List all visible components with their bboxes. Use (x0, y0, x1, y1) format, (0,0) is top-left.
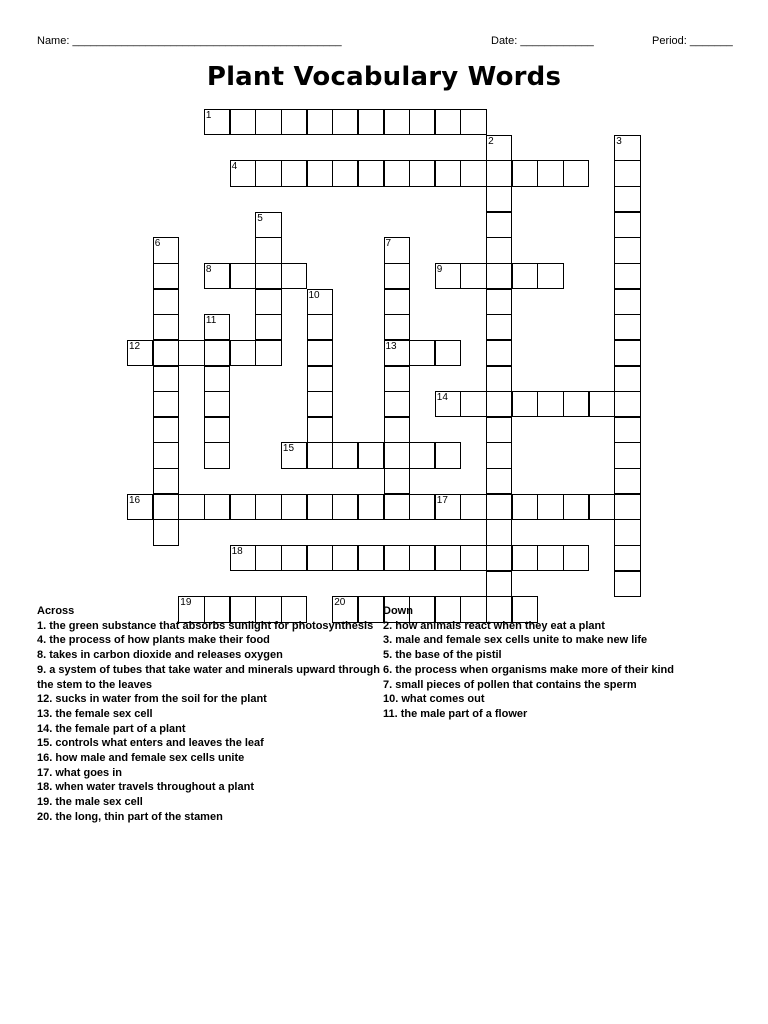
clue-number-label: 1. (37, 619, 47, 632)
clue-number-label: 2. (383, 619, 393, 632)
grid-cell[interactable] (255, 237, 281, 263)
grid-cell[interactable] (230, 494, 256, 520)
across-clue (37, 795, 387, 810)
grid-cell[interactable] (332, 545, 358, 571)
clue-text: the male sex cell (55, 796, 143, 809)
clue-number-label: 6. (383, 663, 393, 676)
grid-cell[interactable] (614, 186, 640, 212)
across-clue (37, 663, 387, 692)
grid-cell[interactable] (486, 417, 512, 443)
grid-cell[interactable] (230, 263, 256, 289)
grid-cell[interactable] (460, 160, 486, 186)
clue-text: the green substance that absorbs sunlight for photosynthesis (49, 619, 374, 632)
grid-cell[interactable] (614, 160, 640, 186)
grid-cell[interactable] (358, 160, 384, 186)
across-clue (37, 648, 387, 663)
grid-cell[interactable] (409, 442, 435, 468)
down-clue (383, 692, 743, 707)
clue-text: small pieces of pollen that contains the sperm (395, 678, 637, 691)
grid-cell[interactable] (435, 340, 461, 366)
across-clue (37, 722, 387, 737)
across-clue (37, 619, 387, 634)
clue-number: 19 (180, 597, 192, 609)
clue-text: the base of the pistil (395, 649, 502, 662)
grid-cell[interactable] (204, 109, 230, 135)
grid-cell[interactable] (307, 366, 333, 392)
grid-cell[interactable] (409, 340, 435, 366)
clue-number: 5 (257, 212, 263, 224)
grid-cell[interactable] (384, 366, 410, 392)
grid-cell[interactable] (307, 442, 333, 468)
grid-cell[interactable] (255, 289, 281, 315)
clue-text: sucks in water from the soil for the plant (55, 693, 267, 706)
grid-cell[interactable] (153, 237, 179, 263)
grid-cell[interactable] (204, 494, 230, 520)
grid-cell[interactable] (127, 494, 153, 520)
clue-text: male and female sex cells unite to make new life (395, 634, 648, 647)
clue-number-label: 4. (37, 634, 47, 647)
grid-cell[interactable] (512, 391, 538, 417)
grid-cell[interactable] (230, 340, 256, 366)
grid-cell[interactable] (153, 289, 179, 315)
grid-cell[interactable] (153, 494, 179, 520)
clue-number-label: 12. (37, 693, 53, 706)
grid-cell[interactable] (614, 263, 640, 289)
clue-number: 11 (205, 315, 217, 327)
grid-cell[interactable] (332, 494, 358, 520)
grid-cell[interactable] (614, 545, 640, 571)
grid-cell[interactable] (307, 160, 333, 186)
grid-cell[interactable] (384, 314, 410, 340)
grid-cell[interactable] (384, 289, 410, 315)
grid-cell[interactable] (486, 442, 512, 468)
grid-cell[interactable] (435, 160, 461, 186)
clue-text: the female part of a plant (55, 722, 186, 735)
grid-cell[interactable] (153, 519, 179, 545)
clue-number: 1 (205, 110, 212, 121)
clue-number-label: 3. (383, 634, 393, 647)
grid-cell[interactable] (435, 391, 461, 417)
grid-cell[interactable] (358, 442, 384, 468)
grid-cell[interactable] (460, 263, 486, 289)
grid-cell[interactable] (486, 212, 512, 238)
grid-cell[interactable] (255, 494, 281, 520)
grid-cell[interactable] (486, 494, 512, 520)
grid-cell[interactable] (204, 314, 230, 340)
clue-number-label: 16. (37, 752, 53, 765)
grid-cell[interactable] (255, 263, 281, 289)
grid-cell[interactable] (486, 545, 512, 571)
down-clue (383, 648, 743, 663)
grid-cell[interactable] (255, 212, 281, 238)
clue-number-label: 9. (37, 663, 47, 676)
clue-text: when water travels throughout a plant (55, 781, 254, 794)
across-clue-list (37, 619, 387, 825)
grid-cell[interactable] (384, 468, 410, 494)
across-clue (37, 766, 387, 781)
grid-cell[interactable] (614, 237, 640, 263)
grid-cell[interactable] (307, 417, 333, 443)
across-clue (37, 692, 387, 707)
grid-cell[interactable] (435, 109, 461, 135)
grid-cell[interactable] (384, 340, 410, 366)
down-clue (383, 678, 743, 693)
grid-cell[interactable] (127, 340, 153, 366)
grid-cell[interactable] (358, 494, 384, 520)
grid-cell[interactable] (486, 263, 512, 289)
grid-cell[interactable] (563, 160, 589, 186)
clue-number: 6 (154, 238, 161, 250)
clue-number-label: 15. (37, 737, 53, 750)
clue-number: 17 (436, 494, 448, 506)
grid-cell[interactable] (230, 545, 256, 571)
across-clue (37, 780, 387, 795)
grid-cell[interactable] (537, 263, 563, 289)
clue-number: 9 (436, 263, 443, 275)
clue-number-label: 13. (37, 707, 53, 720)
down-clue (383, 663, 743, 678)
down-heading: Down (383, 605, 413, 617)
grid-cell[interactable] (384, 545, 410, 571)
across-clue (37, 810, 387, 825)
grid-cell[interactable] (614, 442, 640, 468)
grid-cell[interactable] (614, 417, 640, 443)
grid-cell[interactable] (307, 340, 333, 366)
grid-cell[interactable] (204, 366, 230, 392)
clue-number-label: 11. (383, 707, 398, 720)
clue-text: the long, thin part of the stamen (55, 810, 223, 823)
grid-cell[interactable] (409, 109, 435, 135)
across-clue (37, 751, 387, 766)
grid-cell[interactable] (486, 314, 512, 340)
grid-cell[interactable] (307, 494, 333, 520)
clue-number-label: 20. (37, 810, 53, 823)
grid-cell[interactable] (204, 417, 230, 443)
grid-cell[interactable] (384, 494, 410, 520)
grid-cell[interactable] (460, 494, 486, 520)
grid-cell[interactable] (281, 494, 307, 520)
grid-cell[interactable] (486, 571, 512, 597)
grid-cell[interactable] (614, 314, 640, 340)
clue-number: 10 (308, 289, 320, 301)
grid-cell[interactable] (332, 442, 358, 468)
grid-cell[interactable] (512, 160, 538, 186)
grid-cell[interactable] (384, 442, 410, 468)
grid-cell[interactable] (384, 109, 410, 135)
grid-cell[interactable] (486, 340, 512, 366)
across-clues (37, 604, 387, 825)
grid-cell[interactable] (153, 340, 179, 366)
page-title: Plant Vocabulary Words (206, 62, 562, 92)
period-field[interactable]: Period: _______ (652, 35, 733, 47)
grid-cell[interactable] (614, 135, 640, 161)
grid-cell[interactable] (358, 109, 384, 135)
down-clue-list (383, 619, 743, 722)
grid-cell[interactable] (204, 340, 230, 366)
grid-cell[interactable] (537, 391, 563, 417)
clue-text: the female sex cell (55, 707, 153, 720)
across-heading: Across (37, 605, 75, 617)
clue-text: how male and female sex cells unite (55, 752, 245, 765)
clue-text: the process when organisms make more of their kind (395, 663, 674, 676)
grid-cell[interactable] (409, 545, 435, 571)
across-clue (37, 707, 387, 722)
date-field[interactable]: Date: ____________ (491, 35, 594, 47)
clue-number: 2 (488, 135, 494, 147)
grid-cell[interactable] (281, 160, 307, 186)
grid-cell[interactable] (384, 417, 410, 443)
grid-cell[interactable] (204, 263, 230, 289)
grid-cell[interactable] (281, 263, 307, 289)
grid-cell[interactable] (153, 366, 179, 392)
grid-cell[interactable] (435, 263, 461, 289)
clue-number-label: 5. (383, 649, 393, 662)
grid-cell[interactable] (460, 109, 486, 135)
grid-cell[interactable] (486, 519, 512, 545)
grid-cell[interactable] (563, 391, 589, 417)
clue-number: 12 (129, 340, 141, 352)
grid-cell[interactable] (384, 237, 410, 263)
grid-cell[interactable] (537, 160, 563, 186)
grid-cell[interactable] (384, 391, 410, 417)
grid-cell[interactable] (281, 109, 307, 135)
grid-cell[interactable] (153, 442, 179, 468)
grid-cell[interactable] (435, 545, 461, 571)
grid-cell[interactable] (589, 494, 615, 520)
grid-cell[interactable] (255, 314, 281, 340)
clue-text: takes in carbon dioxide and releases oxygen (49, 649, 283, 662)
grid-cell[interactable] (307, 314, 333, 340)
grid-cell[interactable] (153, 314, 179, 340)
grid-cell[interactable] (332, 109, 358, 135)
grid-cell[interactable] (486, 366, 512, 392)
grid-cell[interactable] (486, 135, 512, 161)
grid-cell[interactable] (307, 391, 333, 417)
grid-cell[interactable] (255, 160, 281, 186)
across-clue (37, 633, 387, 648)
grid-cell[interactable] (563, 494, 589, 520)
grid-cell[interactable] (204, 391, 230, 417)
grid-cell[interactable] (178, 340, 204, 366)
grid-cell[interactable] (614, 468, 640, 494)
grid-cell[interactable] (153, 417, 179, 443)
clue-number: 4 (231, 161, 238, 173)
grid-cell[interactable] (384, 160, 410, 186)
clue-text: a system of tubes that take water and minerals upward through the stem to the leaves (37, 663, 380, 691)
grid-cell[interactable] (589, 391, 615, 417)
grid-cell[interactable] (230, 109, 256, 135)
down-clue (383, 619, 743, 634)
grid-cell[interactable] (332, 160, 358, 186)
grid-cell[interactable] (486, 160, 512, 186)
grid-cell[interactable] (435, 442, 461, 468)
grid-cell[interactable] (255, 545, 281, 571)
clue-text: what goes in (55, 766, 122, 779)
grid-cell[interactable] (486, 237, 512, 263)
clue-text: what comes out (401, 693, 485, 706)
grid-cell[interactable] (204, 442, 230, 468)
grid-cell[interactable] (486, 289, 512, 315)
grid-cell[interactable] (178, 494, 204, 520)
grid-cell[interactable] (409, 160, 435, 186)
grid-cell[interactable] (460, 545, 486, 571)
grid-cell[interactable] (512, 263, 538, 289)
down-clue (383, 707, 743, 722)
grid-cell[interactable] (358, 545, 384, 571)
grid-cell[interactable] (153, 468, 179, 494)
clue-number-label: 17. (37, 766, 53, 779)
grid-cell[interactable] (153, 263, 179, 289)
grid-cell[interactable] (281, 545, 307, 571)
clue-number: 14 (436, 392, 448, 404)
grid-cell[interactable] (409, 494, 435, 520)
grid-cell[interactable] (281, 442, 307, 468)
grid-cell[interactable] (614, 519, 640, 545)
grid-cell[interactable] (255, 340, 281, 366)
clue-number-label: 10. (383, 693, 399, 706)
grid-cell[interactable] (512, 494, 538, 520)
grid-cell[interactable] (435, 494, 461, 520)
grid-cell[interactable] (384, 263, 410, 289)
clue-number: 16 (129, 494, 141, 506)
clue-number-label: 7. (383, 678, 393, 691)
clue-number: 3 (616, 135, 622, 147)
clue-number-label: 19. (37, 796, 53, 809)
down-clue (383, 633, 743, 648)
name-field[interactable]: Name: ____________________________________________ (37, 35, 342, 47)
grid-cell[interactable] (614, 366, 640, 392)
clue-number: 15 (282, 443, 295, 455)
down-clues (383, 604, 743, 722)
grid-cell[interactable] (614, 571, 640, 597)
clue-number: 20 (334, 597, 346, 609)
grid-cell[interactable] (563, 545, 589, 571)
clue-number-label: 8. (37, 649, 47, 662)
grid-cell[interactable] (614, 494, 640, 520)
grid-cell[interactable] (614, 212, 640, 238)
clue-text: controls what enters and leaves the leaf (55, 737, 264, 750)
grid-cell[interactable] (614, 340, 640, 366)
grid-cell[interactable] (153, 391, 179, 417)
grid-cell[interactable] (486, 391, 512, 417)
grid-cell[interactable] (307, 289, 333, 315)
grid-cell[interactable] (537, 494, 563, 520)
grid-cell[interactable] (486, 468, 512, 494)
grid-cell[interactable] (460, 391, 486, 417)
grid-cell[interactable] (486, 186, 512, 212)
clue-number: 8 (205, 263, 212, 275)
clue-number-label: 18. (37, 781, 53, 794)
grid-cell[interactable] (614, 391, 640, 417)
clue-number-label: 14. (37, 722, 53, 735)
across-clue (37, 736, 387, 751)
clue-text: how animals react when they eat a plant (395, 619, 605, 632)
clue-number: 18 (231, 546, 243, 557)
grid-cell[interactable] (307, 545, 333, 571)
clue-text: the process of how plants make their food (49, 634, 270, 647)
grid-cell[interactable] (255, 109, 281, 135)
grid-cell[interactable] (614, 289, 640, 315)
grid-cell[interactable] (512, 545, 538, 571)
clue-number: 7 (385, 238, 392, 250)
clue-text: the male part of a flower (400, 707, 528, 720)
grid-cell[interactable] (307, 109, 333, 135)
grid-cell[interactable] (537, 545, 563, 571)
grid-cell[interactable] (230, 160, 256, 186)
clue-number: 13 (385, 340, 397, 352)
